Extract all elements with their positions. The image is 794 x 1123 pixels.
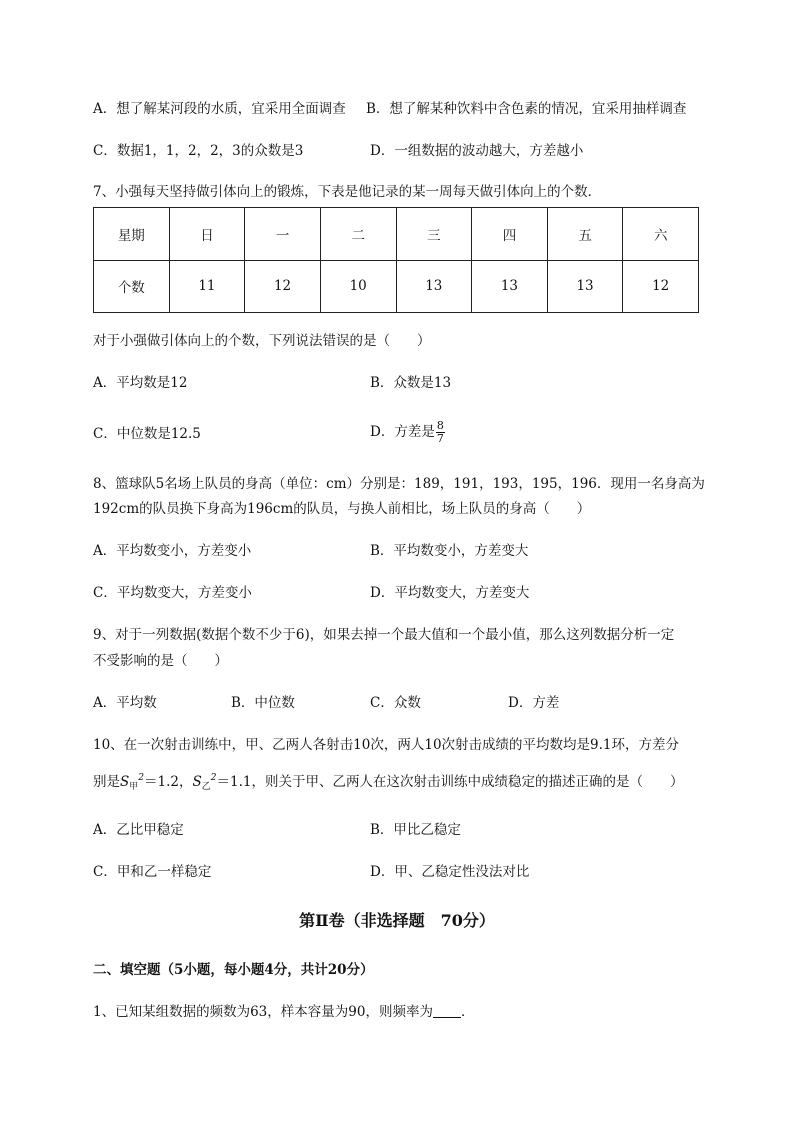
- q6-option-d: D．一组数据的波动越大，方差越小: [370, 143, 584, 159]
- fill-question-end: ．: [460, 1004, 475, 1020]
- q10-text: 别是: [93, 774, 120, 790]
- q9-option-a: A．平均数: [93, 695, 157, 711]
- table-cell: 日: [169, 208, 245, 261]
- q8-option-c: C．平均数变大，方差变小: [93, 585, 252, 601]
- answer-blank: [433, 1003, 461, 1018]
- variance-superscript: 2: [210, 773, 217, 783]
- table-cell: 11: [169, 260, 245, 313]
- table-cell: 一: [245, 208, 321, 261]
- q8-stem-line2: 192cm的队员换下身高为196cm的队员，与换人前相比，场上队员的身高（ ）: [93, 501, 591, 517]
- q7-option-a: A．平均数是12: [93, 375, 188, 391]
- q10-option-b: B．甲比乙稳定: [370, 822, 461, 838]
- table-cell: 星期: [94, 208, 170, 261]
- variance-superscript: 2: [138, 773, 144, 783]
- q7-option-d-prefix: D．方差是: [370, 424, 435, 440]
- q7-question: 对于小强做引体向上的个数，下列说法错误的是（ ）: [93, 333, 431, 349]
- table-cell: 六: [623, 208, 699, 261]
- table-cell: 10: [320, 260, 396, 313]
- fraction-numerator: 8: [436, 419, 444, 432]
- table-cell: 五: [547, 208, 623, 261]
- variance-subscript: 甲: [129, 782, 139, 792]
- part-title: 二、填空题（5小题，每小题4分，共计20分）: [93, 962, 374, 978]
- q10-text: ＝1.2，: [144, 774, 193, 790]
- q8-option-d: D．平均数变大，方差变大: [370, 585, 530, 601]
- fill-question-1: [93, 1002, 474, 1022]
- q6-option-b: B．想了解某种饮料中含色素的情况，宜采用抽样调查: [366, 101, 687, 117]
- table-cell: 12: [245, 260, 321, 313]
- table-cell: 二: [320, 208, 396, 261]
- table-cell: 13: [547, 260, 623, 313]
- variance-symbol: [192, 774, 216, 790]
- q9-stem-line1: 9、对于一列数据(数据个数不少于6)，如果去掉一个最大值和一个最小值，那么这列数据分析一定: [93, 627, 675, 643]
- table-cell: 13: [472, 260, 548, 313]
- table-cell: 12: [623, 260, 699, 313]
- q7-option-c: C．中位数是12.5: [93, 426, 201, 442]
- q9-option-c: C．众数: [370, 695, 421, 711]
- fill-question-text: 1、已知某组数据的频数为63，样本容量为90，则频率为: [93, 1004, 433, 1020]
- variance-symbol: [120, 774, 144, 790]
- fraction-denominator: 7: [436, 432, 444, 445]
- q10-stem-line1: 10、在一次射击训练中，甲、乙两人各射击10次，两人10次射击成绩的平均数均是9.1环，方差分: [93, 737, 680, 753]
- q8-stem-line1: 8、篮球队5名场上队员的身高（单位：cm）分别是：189，191，193，195，196．现用一名身高为: [93, 476, 705, 492]
- table-cell: 个数: [94, 260, 170, 313]
- variance-letter: S: [192, 774, 202, 790]
- q7-option-d: [370, 417, 445, 447]
- q10-stem-line2: [93, 768, 683, 797]
- q10-text: ＝1.1，则关于甲、乙两人在这次射击训练中成绩稳定的描述正确的是（ ）: [216, 774, 684, 790]
- q10-option-a: A．乙比甲稳定: [93, 822, 184, 838]
- pullup-table: [93, 207, 699, 313]
- section-title: 第Ⅱ卷（非选择题 70分）: [299, 911, 495, 930]
- q8-option-a: A．平均数变小，方差变小: [93, 543, 252, 559]
- q9-option-d: D．方差: [508, 695, 560, 711]
- q10-option-d: D．甲、乙稳定性没法对比: [370, 864, 530, 880]
- variance-subscript: 乙: [201, 782, 211, 792]
- q9-option-b: B．中位数: [231, 695, 295, 711]
- q10-option-c: C．甲和乙一样稳定: [93, 864, 212, 880]
- table-cell: 13: [396, 260, 472, 313]
- table-cell: 三: [396, 208, 472, 261]
- table-cell: 四: [472, 208, 548, 261]
- q6-option-c: C．数据1，1，2，2，3的众数是3: [93, 143, 304, 159]
- q8-option-b: B．平均数变小，方差变大: [370, 543, 529, 559]
- table-row: [94, 260, 699, 313]
- fraction: [436, 420, 445, 445]
- q6-option-a: A．想了解某河段的水质，宜采用全面调查: [93, 101, 346, 117]
- q9-stem-line2: 不受影响的是（ ）: [93, 653, 228, 669]
- table-header-row: [94, 208, 699, 261]
- q7-option-b: B．众数是13: [370, 375, 452, 391]
- q7-stem: 7、小强每天坚持做引体向上的锻炼，下表是他记录的某一周每天做引体向上的个数．: [93, 184, 602, 200]
- variance-letter: S: [120, 774, 130, 790]
